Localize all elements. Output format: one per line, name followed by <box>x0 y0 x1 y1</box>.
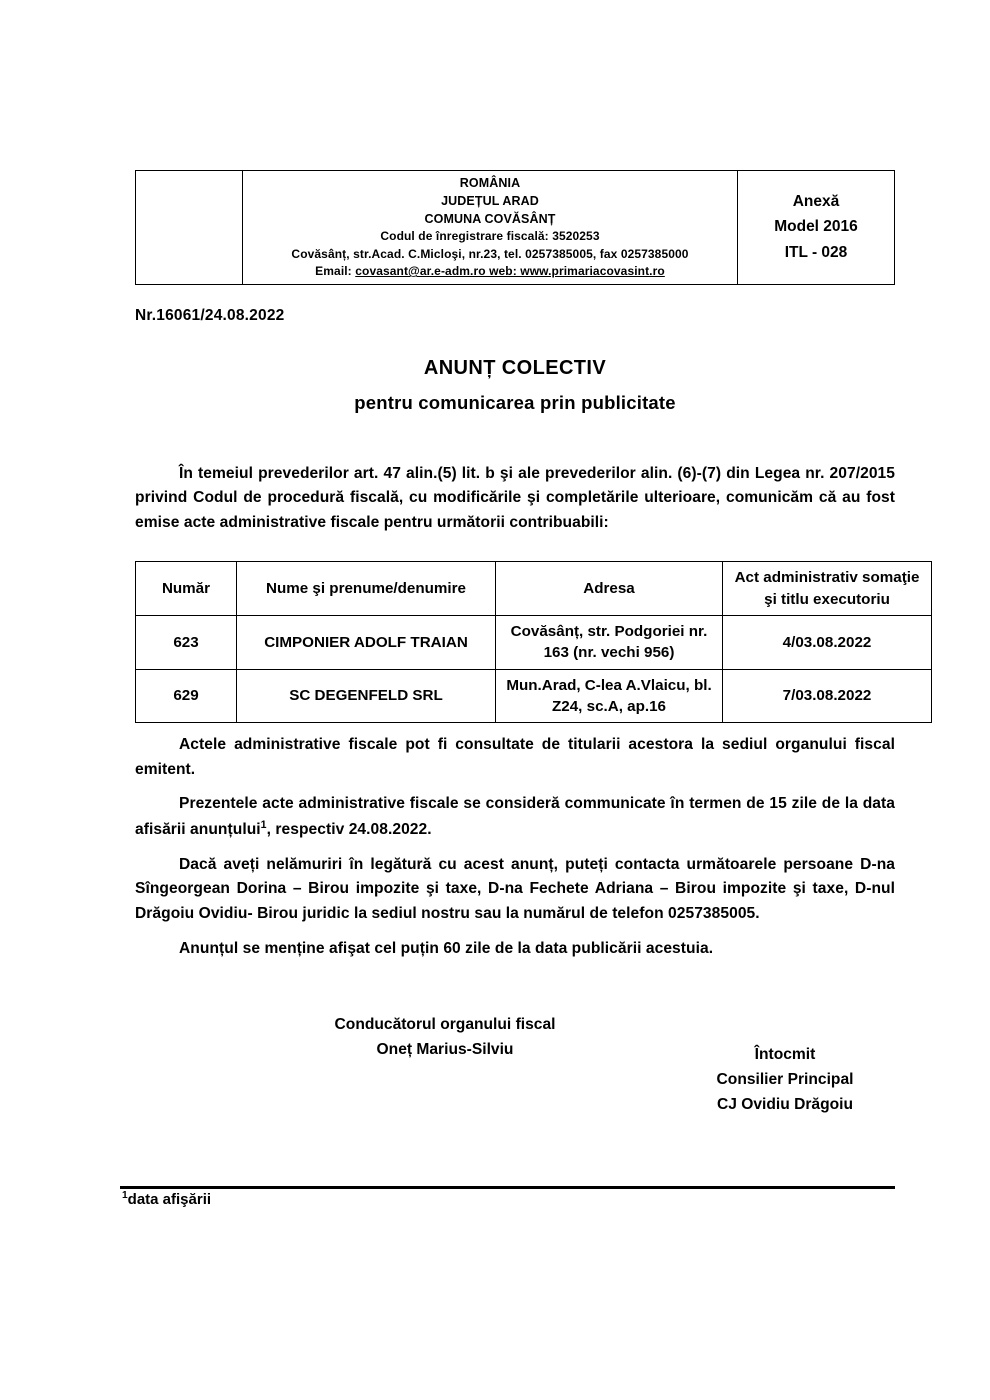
column-header-address: Adresa <box>496 562 723 616</box>
table-row <box>136 669 932 723</box>
signature-drafter-role: Consilier Principal <box>716 1071 854 1089</box>
footnote <box>122 1190 211 1208</box>
registration-number: Nr.16061/24.08.2022 <box>135 306 285 324</box>
signature-drafter-label: Întocmit <box>754 1046 816 1064</box>
cell-act: 4/03.08.2022 <box>723 615 932 669</box>
letterhead-annex-cell <box>738 171 895 285</box>
letterhead-logo-cell <box>136 171 243 285</box>
email-line <box>247 263 733 280</box>
letterhead-authority-cell <box>243 171 738 285</box>
cell-number: 623 <box>136 615 237 669</box>
email-value: covasant@ar.e-adm.ro web: www.primariacovasint.ro <box>355 264 665 279</box>
intro-paragraph: În temeiul prevederilor art. 47 alin.(5) lit. b şi ale prevederilor alin. (6)-(7) din Legea nr. 207/2015 privind Codul de procedură fiscală, cu modificările şi completările ulterioare, comunicăm că au fost emise acte administrative fiscale pentru următorii contribuabili: <box>135 464 895 531</box>
postal-address: Covăsânț, str.Acad. C.Micloşi, nr.23, tel. 0257385005, fax 0257385000 <box>291 246 689 261</box>
column-header-name: Nume şi prenume/denumire <box>237 562 496 616</box>
signature-drafter-name: CJ Ovidiu Drăgoiu <box>716 1096 854 1114</box>
column-header-act: Act administrativ somaţie şi titlu executoriu <box>723 562 932 616</box>
email-label: Email: <box>315 264 352 279</box>
deadline-paragraph <box>135 792 895 842</box>
table-row <box>136 615 932 669</box>
page-subtitle: pentru comunicarea prin publicitate <box>354 391 676 413</box>
deadline-text-part1: Prezentele acte administrative fiscale se consideră communicate în termen de 15 zile de la data afisării anunțului <box>135 795 895 839</box>
page-title: ANUNȚ COLECTIV <box>423 356 607 379</box>
display-duration-paragraph: Anunțul se menține afişat cel puțin 60 zile de la data publicării acestuia. <box>179 939 714 957</box>
itl-label: ITL - 028 <box>784 244 848 262</box>
cell-name: SC DEGENFELD SRL <box>237 669 496 723</box>
signature-head-name: Oneț Marius-Silviu <box>376 1041 514 1059</box>
consultation-paragraph: Actele administrative fiscale pot fi consultate de titularii acestora la sediul organului fiscal emitent. <box>135 736 895 778</box>
contributors-table <box>135 561 932 723</box>
signature-head-title: Conducătorul organului fiscal <box>334 1016 556 1034</box>
footnote-number: 1 <box>122 1190 128 1201</box>
footnote-marker: 1 <box>260 818 267 831</box>
deadline-text-part2: , respectiv 24.08.2022. <box>266 821 432 839</box>
commune-name: COMUNA COVĂSÂNȚ <box>424 212 556 227</box>
county-name: JUDEȚUL ARAD <box>441 194 539 209</box>
cell-address: Covăsânț, str. Podgoriei nr. 163 (nr. vechi 956) <box>496 615 723 669</box>
signature-drafter <box>635 1043 935 1118</box>
document-content <box>135 170 920 1133</box>
signature-block <box>135 1013 895 1133</box>
table-header-row <box>136 562 932 616</box>
model-label: Model 2016 <box>774 218 858 236</box>
cell-address: Mun.Arad, C-lea A.Vlaicu, bl. Z24, sc.A, ap.16 <box>496 669 723 723</box>
column-header-number: Număr <box>136 562 237 616</box>
contact-paragraph: Dacă aveți nelămuriri în legătură cu acest anunț, puteți contacta următoarele persoane D-na Sîngeorgean Dorina – Birou impozite şi taxe, D-na Fechete Adriana – Birou impozite şi taxe, D-nul Drăgoiu Ovidiu- Birou juridic la sediul nostru sau la numărul de telefon 0257385005. <box>135 855 895 923</box>
letterhead-table <box>135 170 895 285</box>
signature-head <box>255 1013 635 1063</box>
cell-name: CIMPONIER ADOLF TRAIAN <box>237 615 496 669</box>
footnote-divider <box>120 1186 895 1189</box>
annex-label: Anexă <box>792 192 840 210</box>
fiscal-code: Codul de înregistrare fiscală: 3520253 <box>380 229 600 244</box>
country-name: ROMÂNIA <box>459 176 521 190</box>
cell-number: 629 <box>136 669 237 723</box>
cell-act: 7/03.08.2022 <box>723 669 932 723</box>
footnote-label: data afişării <box>127 1191 212 1208</box>
